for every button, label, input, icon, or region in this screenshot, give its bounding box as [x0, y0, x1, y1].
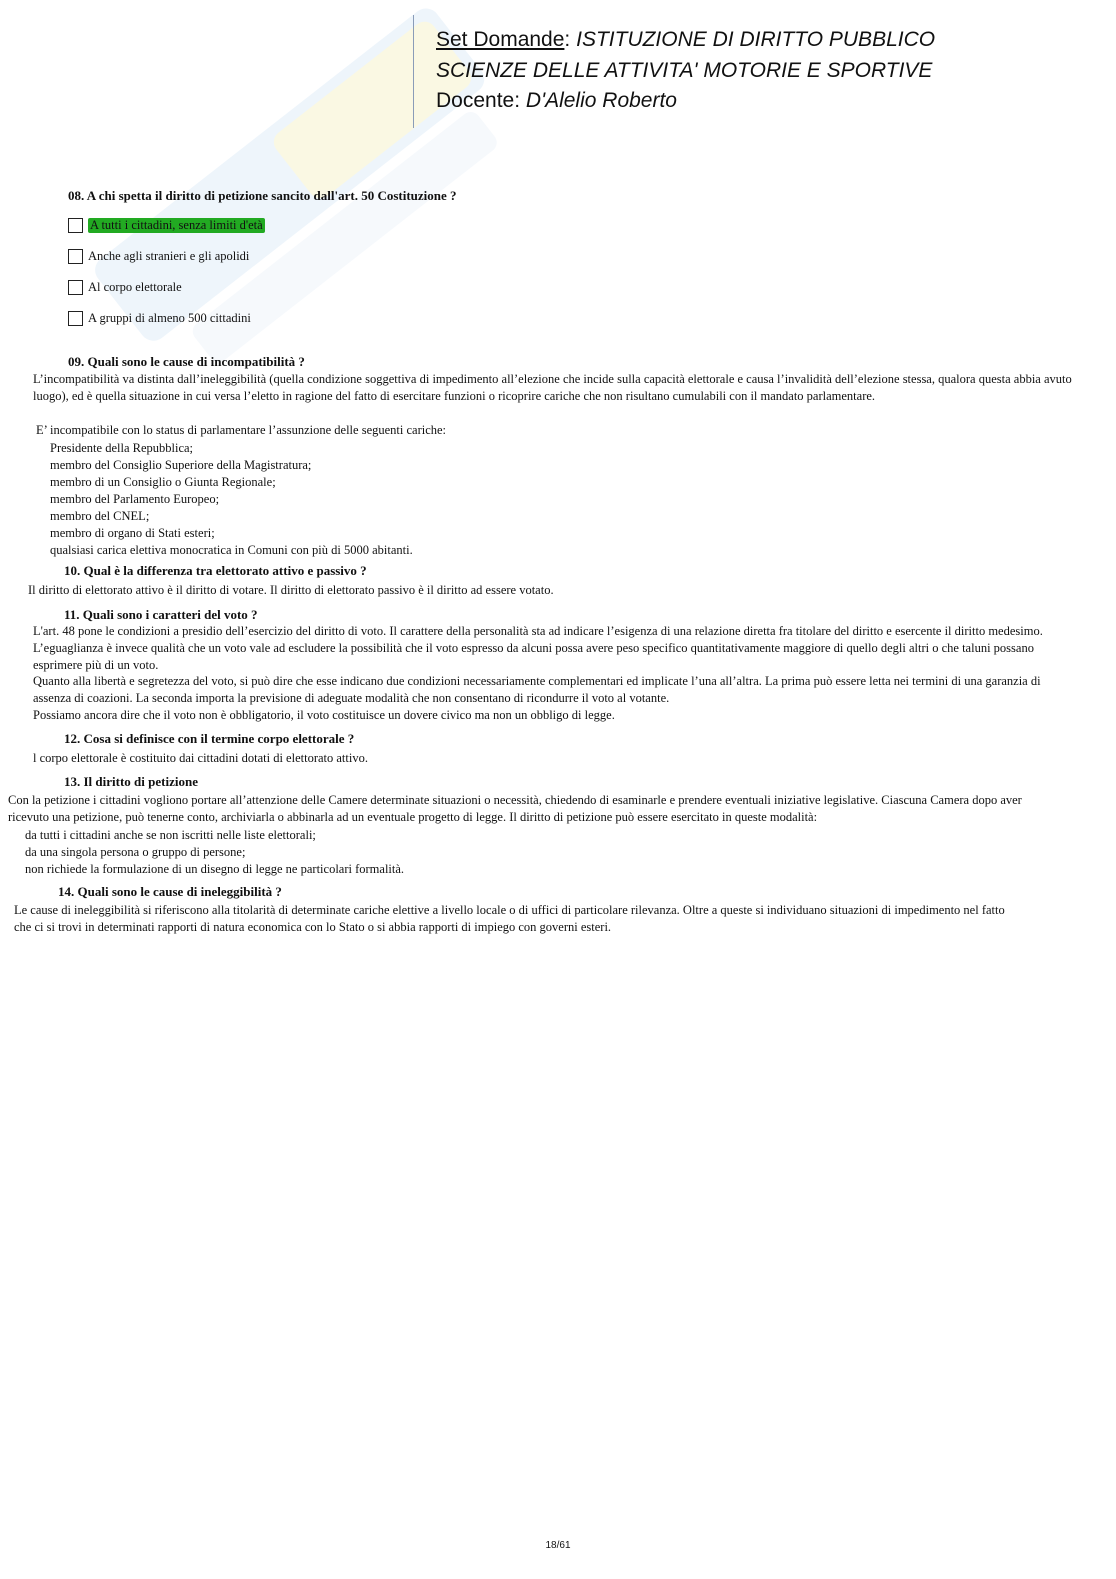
- question-09-intro: E’ incompatibile con lo status di parlamentare l’assunzione delle seguenti cariche:: [36, 423, 447, 437]
- list-item: da tutti i cittadini anche se non iscritti nelle liste elettorali;: [25, 828, 316, 842]
- list-item: membro del Consiglio Superiore della Magistratura;: [50, 458, 312, 472]
- document-header: [436, 25, 935, 117]
- question-10-title: 10. Qual è la differenza tra elettorato attivo e passivo ?: [64, 563, 367, 578]
- checkbox[interactable]: [68, 218, 83, 233]
- answer-option[interactable]: [68, 277, 182, 297]
- list-item: membro del Parlamento Europeo;: [50, 492, 220, 506]
- header-colon: :: [564, 28, 571, 51]
- question-14-title: 14. Quali sono le cause di ineleggibilità ?: [58, 884, 282, 899]
- checkbox[interactable]: [68, 280, 83, 295]
- incompatibility-list: [50, 440, 413, 559]
- checkbox[interactable]: [68, 311, 83, 326]
- question-08-title: 08. A chi spetta il diritto di petizione sancito dall'art. 50 Costituzione ?: [68, 188, 457, 203]
- set-domande-label: Set Domande: [436, 28, 565, 51]
- question-11-paragraph-2: Quanto alla libertà e segretezza del voto, si può dire che esse indicano due condizioni necessariamente complementari ed implicate l’una all’altra. La prima può essere letta nei termini di una garanzia di assenza di coazioni. La seconda importa la previsione di adeguate modalità che non consentano di ricondurre il voto al votante.: [33, 674, 1041, 705]
- question-14-paragraph: Le cause di ineleggibilità si riferiscono alla titolarità di determinate cariche elettive a livello locale o di uffici di particolare rilevanza. Oltre a queste si individuano situazioni di impedimento nel fatto che ci si trovi in determinati rapporti di natura economica con lo Stato o si abbia rapporti di impiego con governi esteri.: [14, 903, 1005, 934]
- header-line-2: [436, 56, 935, 87]
- checkbox[interactable]: [68, 249, 83, 264]
- question-09-paragraph: L’incompatibilità va distinta dall’ineleggibilità (quella condizione soggettiva di impedimento all’elezione che incide sulla capacità elettorale e causa l’invalidità dell’elezione stessa, qualora questa abbia avuto luogo), ed è quella situazione in cui versa l’eletto in ragione del fatto di esercitare funzioni o ricoprire cariche che non risultano cumulabili con il mandato parlamentare.: [33, 372, 1072, 403]
- answer-option-label-highlighted: A tutti i cittadini, senza limiti d'età: [90, 217, 263, 232]
- list-item: membro del CNEL;: [50, 509, 150, 523]
- petition-modes-list: [25, 827, 404, 878]
- question-12-title: 12. Cosa si definisce con il termine corpo elettorale ?: [64, 731, 355, 746]
- page-number: 18/61: [545, 1540, 571, 1551]
- teacher-label: Docente:: [436, 89, 521, 112]
- answer-option-label: Al corpo elettorale: [88, 279, 182, 294]
- answer-option[interactable]: [68, 246, 249, 266]
- question-11-paragraph-3: Possiamo ancora dire che il voto non è obbligatorio, il voto costituisce un dovere civico ma non un obbligo di legge.: [33, 708, 615, 722]
- question-13-paragraph: Con la petizione i cittadini vogliono portare all’attenzione delle Camere determinate situazioni o necessità, chiedendo di esaminarle e prendere eventuali iniziative legislative. Ciascuna Camera dopo aver ricevuto una petizione, può tenerne conto, archiviarla o abbinarla ad un eventuale progetto di legge. Il diritto di petizione può essere esercitato in queste modalità:: [8, 793, 1022, 824]
- question-11-title: 11. Quali sono i caratteri del voto ?: [64, 607, 258, 622]
- answer-option[interactable]: [68, 308, 251, 328]
- list-item: membro di un Consiglio o Giunta Regionale;: [50, 475, 276, 489]
- question-10-answer: Il diritto di elettorato attivo è il diritto di votare. Il diritto di elettorato passivo è il diritto ad essere votato.: [28, 583, 554, 597]
- question-13-title: 13. Il diritto di petizione: [64, 774, 198, 789]
- header-line-1: [436, 25, 935, 56]
- header-line-3: [436, 86, 935, 117]
- question-12-answer: l corpo elettorale è costituito dai cittadini dotati di elettorato attivo.: [33, 751, 368, 765]
- list-item: membro di organo di Stati esteri;: [50, 526, 215, 540]
- question-11-paragraph-1: L'art. 48 pone le condizioni a presidio dell’esercizio del diritto di voto. Il carattere della personalità sta ad indicare l’esigenza di una relazione diretta fra titolare del diritto e esercente il diritto medesimo. L’eguaglianza è invece qualità che un voto vale ad escludere la possibilità che il voto espresso da alcuni possa avere peso specifico quantitativamente maggiore di quello degli altri o che taluni possano esprimere più di un voto.: [33, 624, 1043, 672]
- answer-option-label: A gruppi di almeno 500 cittadini: [88, 310, 251, 325]
- list-item: non richiede la formulazione di un disegno di legge ne particolari formalità.: [25, 862, 405, 876]
- question-09-title: 09. Quali sono le cause di incompatibilità ?: [68, 354, 305, 369]
- list-item: da una singola persona o gruppo di persone;: [25, 845, 246, 859]
- answer-option-label: Anche agli stranieri e gli apolidi: [88, 248, 250, 263]
- answer-option[interactable]: [68, 215, 265, 235]
- list-item: Presidente della Repubblica;: [50, 441, 194, 455]
- header-divider: [413, 15, 414, 128]
- list-item: qualsiasi carica elettiva monocratica in Comuni con più di 5000 abitanti.: [50, 543, 413, 557]
- course-subtitle: SCIENZE DELLE ATTIVITA' MOTORIE E SPORTIVE: [436, 58, 933, 82]
- course-title: ISTITUZIONE DI DIRITTO PUBBLICO: [576, 28, 936, 51]
- teacher-name: D'Alelio Roberto: [525, 89, 677, 112]
